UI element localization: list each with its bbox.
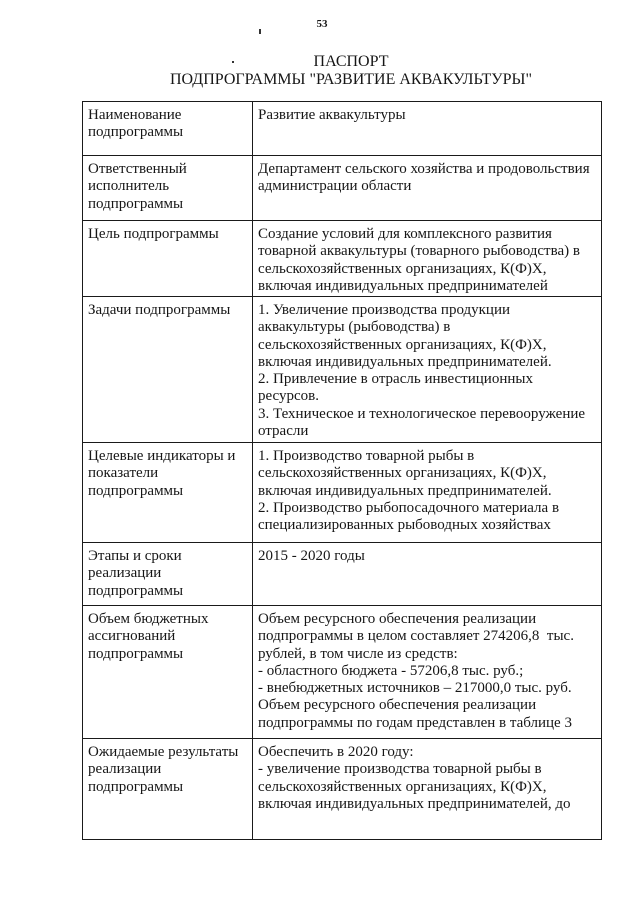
title-line-1: ПАСПОРТ [313, 53, 389, 70]
row-value: Развитие аквакультуры [258, 107, 406, 123]
table-row [83, 102, 601, 155]
row-label: Ответственный исполнитель подпрограммы [83, 156, 253, 220]
row-value: Обеспечить в 2020 году: - увеличение производства товарной рыбы в сельскохозяйственных организациях, К(Ф)Х, включая индивидуальных предпринимателей, до [258, 744, 571, 812]
table-row [83, 220, 601, 296]
row-value: Департамент сельского хозяйства и продовольствия администрации области [258, 161, 590, 195]
table-row [83, 442, 601, 542]
row-value: Объем ресурсного обеспечения реализации подпрограммы в целом составляет 274206,8 тыс. рублей, в том числе из средств: - областного бюджета - 57206,8 тыс. руб.; - внебюджетных источников – 217000,0 тыс. руб. Объем ресурсного обеспечения реализации подпрограммы по годам представлен в таблице 3 [258, 611, 574, 731]
row-value: 1. Увеличение производства продукции аквакультуры (рыбоводства) в сельскохозяйственных организациях, К(Ф)Х, включая индивидуальных предпринимателей. 2. Привлечение в отрасль инвестиционных ресурсов. 3. Техническое и технологическое перевооружение отрасли [258, 302, 586, 440]
row-label: Объем бюджетных ассигнований подпрограммы [83, 606, 253, 738]
row-label: Этапы и сроки реализации подпрограммы [83, 543, 253, 605]
table-row [83, 738, 601, 839]
row-label: Наименование подпрограммы [83, 102, 253, 155]
table-row [83, 542, 601, 605]
row-value: 1. Производство товарной рыбы в сельскохозяйственных организациях, К(Ф)Х, включая индивидуальных предпринимателей. 2. Производство рыбопосадочного материала в специализированных рыбоводных хозяйствах [258, 448, 560, 534]
row-label: Ожидаемые результаты реализации подпрограммы [83, 739, 253, 839]
row-value: Создание условий для комплексного развития товарной аквакультуры (товарного рыбоводства) в сельскохозяйственных организациях, К(Ф)Х, включая индивидуальных предпринимателей [258, 226, 580, 294]
table-row [83, 155, 601, 220]
title-line-2: ПОДПРОГРАММЫ "РАЗВИТИЕ АКВАКУЛЬТУРЫ" [169, 71, 532, 88]
page-number: 53 [316, 18, 328, 30]
scan-mark [259, 29, 261, 34]
row-value: 2015 - 2020 годы [258, 548, 365, 564]
table-row [83, 605, 601, 738]
table-row [83, 296, 601, 442]
row-label: Цель подпрограммы [83, 221, 253, 296]
document-title [131, 53, 571, 89]
row-label: Задачи подпрограммы [83, 297, 253, 442]
passport-table [82, 101, 602, 840]
row-label: Целевые индикаторы и показатели подпрограммы [83, 443, 253, 542]
